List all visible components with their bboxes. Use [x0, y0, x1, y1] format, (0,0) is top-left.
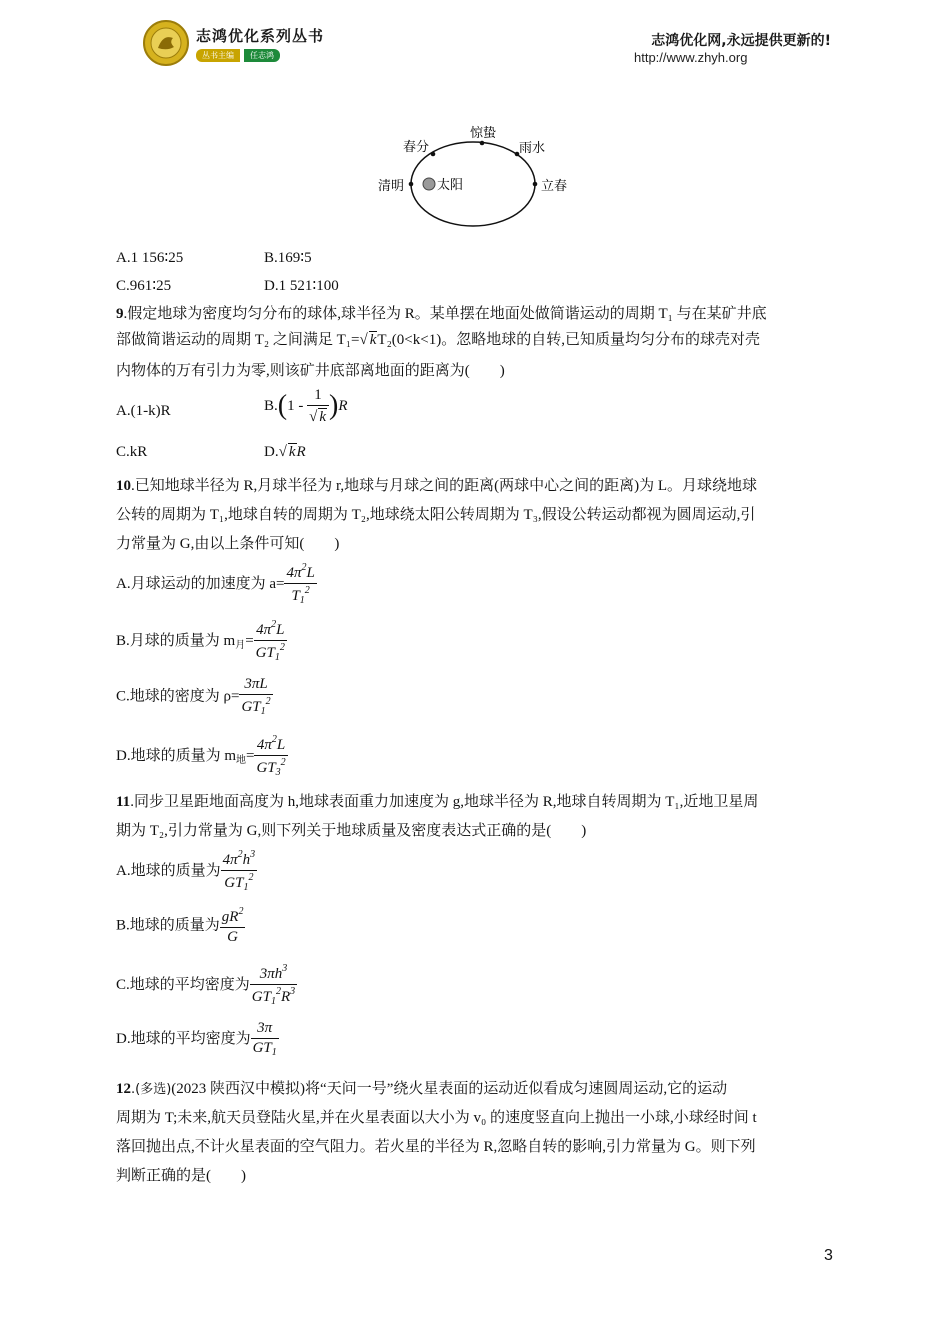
label-yushui: 雨水	[519, 141, 546, 156]
label-chunfen: 春分	[403, 140, 430, 155]
q8-option-a: A.1 156∶25	[116, 250, 184, 266]
q12-text1: 将“天问一号”绕火星表面的运动近似看成匀速圆周运动,它的运动	[305, 1081, 728, 1097]
q12-tag: .(多选)	[131, 1082, 172, 1097]
q8-option-d: D.1 521∶100	[264, 278, 339, 294]
q9-option-b: B.(1 - $\frac{1}{√ k}$ )R	[264, 387, 348, 425]
orbit-point	[431, 152, 436, 157]
header-slogan: 志鸿优化网,永远提供更新的!	[651, 33, 831, 49]
page-number: 3	[824, 1247, 833, 1264]
orbit-point	[533, 182, 538, 187]
q12-source: (2023 陕西汉中模拟)	[171, 1081, 306, 1097]
q12-line1	[116, 1079, 727, 1100]
publisher-logo	[143, 20, 189, 71]
q10-text1: .已知地球半径为 R,月球半径为 r,地球与月球之间的距离(两球中心之间的距离)为 L。月球绕地球	[131, 478, 758, 494]
q9-option-c: C.kR	[116, 444, 148, 460]
q9-line1	[116, 304, 767, 324]
q9-option-a: A.(1-k)R	[116, 403, 171, 419]
label-sun: 太阳	[437, 178, 464, 193]
q10-option-a: A.月球运动的加速度为 a= $\frac{4\pi^2L}{T_1^2}$	[116, 562, 315, 606]
q11-text1: .同步卫星距地面高度为 h,地球表面重力加速度为 g,地球半径为 R,地球自转周期为 T₁,近地卫星周	[130, 794, 759, 810]
orbit-point	[480, 141, 485, 146]
q11-option-b: B.地球的质量为 $\frac{gR^2}{G}$	[116, 906, 244, 945]
q9-text2a: 部做简谐运动的周期 T₂ 之间满足 T₁=	[116, 332, 360, 348]
orbit-diagram	[370, 118, 590, 230]
q11-option-c: C.地球的平均密度为 $\frac{3\pi h^3}{GT_1^2R^3}$	[116, 963, 296, 1007]
q8-option-b: B.169∶5	[264, 250, 312, 266]
header-url[interactable]: http://www.zhyh.org	[634, 50, 748, 65]
q11-option-a: A.地球的质量为 $\frac{4\pi^2h^3}{GT_1^2}$	[116, 849, 256, 893]
sun-icon	[423, 178, 435, 190]
q12-line4: 判断正确的是( )	[116, 1168, 246, 1184]
q9-text2b: T₂(0<k<1)。忽略地球的自转,已知质量均匀分布的球壳对壳	[377, 332, 760, 348]
label-jingzhe: 惊蛰	[470, 126, 497, 141]
label-qingming: 清明	[378, 179, 405, 194]
series-editor-name: 任志鸿	[244, 49, 280, 62]
question-number: 11	[116, 794, 131, 810]
q9-line2: 部做简谐运动的周期 T₂ 之间满足 T₁=√ kT₂(0<k<1)。忽略地球的自转,已知质量均匀分布的球壳对壳	[116, 332, 760, 348]
series-editor-label: 丛书主编	[196, 49, 240, 62]
question-number: 10	[116, 478, 131, 494]
q10-option-b: B.月球的质量为 $m_月=$ $\frac{4\pi^2L}{GT_1^2}$	[116, 619, 285, 663]
q10-option-c: C.地球的密度为 ρ= $\frac{3\pi L}{GT_1^2}$	[116, 676, 271, 717]
q11-line1	[116, 792, 758, 812]
q10-line2: 公转的周期为 T₁,地球自转的周期为 T₂,地球绕太阳公转周期为 T₃,假设公转运动都视为圆周运动,引	[116, 507, 756, 523]
q10-line1	[116, 476, 757, 496]
orbit-point	[409, 182, 414, 187]
q11-option-d: D.地球的平均密度为 $\frac{3\pi}{GT_1}$	[116, 1020, 277, 1058]
q9-text1: .假定地球为密度均匀分布的球体,球半径为 R。某单摆在地面处做简谐运动的周期 T₁ 与在某矿井底	[123, 306, 767, 322]
q9-option-d: D.√ kR	[264, 444, 306, 460]
q10-option-d: D.地球的质量为 $m_地=$ $\frac{4\pi^2L}{GT_3^2}$	[116, 734, 286, 778]
q12-line3: 落回抛出点,不计火星表面的空气阻力。若火星的半径为 R,忽略自转的影响,引力常量为 G。则下列	[116, 1139, 756, 1155]
q11-line2: 期为 T₂,引力常量为 G,则下列关于地球质量及密度表达式正确的是( )	[116, 823, 587, 839]
label-lichun: 立春	[541, 179, 568, 194]
question-number: 12	[116, 1081, 131, 1097]
q9-line3: 内物体的万有引力为零,则该矿井底部离地面的距离为( )	[116, 363, 505, 379]
question-number: 9	[116, 306, 124, 322]
brand-title: 志鸿优化系列丛书	[196, 27, 325, 45]
q12-line2: 周期为 T;未来,航天员登陆火星,并在火星表面以大小为 v₀ 的速度竖直向上抛出一小球,小球经时间 t	[116, 1110, 757, 1126]
q8-option-c: C.961∶25	[116, 278, 172, 294]
q10-line3: 力常量为 G,由以上条件可知( )	[116, 536, 340, 552]
